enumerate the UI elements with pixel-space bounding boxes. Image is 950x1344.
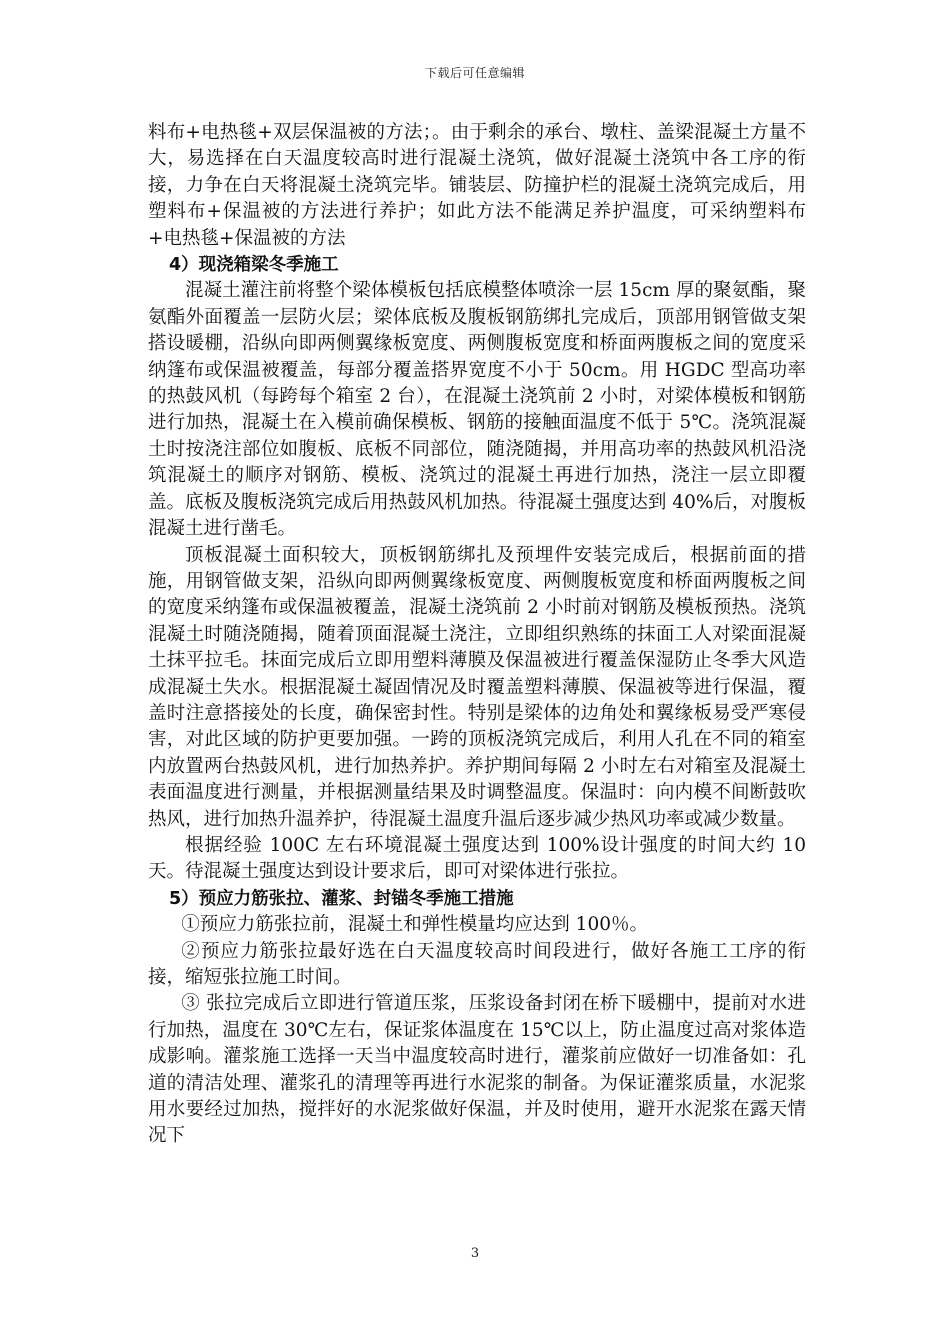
page-number: 3 xyxy=(470,1246,480,1261)
page-header-note: 下载后可任意编辑 xyxy=(424,66,525,80)
section-heading-5: 5）预应力筋张拉、灌浆、封锚冬季施工措施 xyxy=(169,888,514,909)
section-heading-4: 4）现浇箱梁冬季施工 xyxy=(169,255,339,276)
paragraph-continuation: 料布+电热毯+双层保温被的方法；。由于剩余的承台、墩柱、盖梁混凝土方量不大，易选择在白天温度较高时进行混凝土浇筑，做好混凝土浇筑中各工序的衔接，力争在白天将混凝土浇筑完毕。铺装层、防撞护栏的混凝土浇筑完成后，用塑料布+保温被的方法进行养护；如此方法不能满足养护温度，可采纳塑料布+电热毯+保温被的方法 xyxy=(148,122,806,249)
paragraph-top-slab: 顶板混凝土面积较大，顶板钢筋绑扎及预埋件安装完成后，根据前面的措施，用钢管做支架，沿纵向即两侧翼缘板宽度、两侧腹板宽度和桥面两腹板之间的宽度采纳篷布或保温被覆盖，混凝土浇筑前 2 小时前对钢筋及模板预热。浇筑混凝土时随浇随揭，随着顶面混凝土浇注，立即组织熟练的抹面工人对梁面混凝土抹平拉毛。抹面完成后立即用塑料薄膜及保温被进行覆盖保湿防止冬季大风造成混凝土失水。根据混凝土凝固情况及时覆盖塑料薄膜、保温被等进行保温，覆盖时注意搭接处的长度，确保密封性。特别是梁体的边角处和翼缘板易受严寒侵害，对此区域的防护更要加强。一跨的顶板浇筑完成后，利用人孔在不同的箱室内放置两台热鼓风机，进行加热养护。养护期间每隔 2 小时左右对箱室及混凝土表面温度进行测量，并根据测量结果及时调整温度。保温时：向内模不间断鼓吹热风，进行加热升温养护，待混凝土温度升温后逐步减少热风功率或减少数量。 xyxy=(148,544,806,830)
paragraph-strength-experience: 根据经验 100C 左右环境混凝土强度达到 100%设计强度的时间大约 10 天。待混凝土强度达到设计要求后，即可对梁体进行张拉。 xyxy=(148,834,806,883)
paragraph-box-girder-pouring: 混凝土灌注前将整个梁体模板包括底模整体喷涂一层 15cm 厚的聚氨酯，聚氨酯外面覆盖一层防火层；梁体底板及腹板钢筋绑扎完成后，顶部用钢管做支架搭设暖棚，沿纵向即两侧翼缘板宽度、两侧腹板宽度和桥面两腹板之间的宽度采纳篷布或保温被覆盖，每部分覆盖搭界宽度不小于 50cm。用 HGDC 型高功率的热鼓风机（每跨每个箱室 2 台），在混凝土浇筑前 2 小时，对梁体模板和钢筋进行加热，混凝土在入模前确保模板、钢筋的接触面温度不低于 5℃。浇筑混凝土时按浇注部位如腹板、底板不同部位，随浇随揭，并用高功率的热鼓风机沿浇筑混凝土的顺序对钢筋、模板、浇筑过的混凝土再进行加热，浇注一层立即覆盖。底板及腹板浇筑完成后用热鼓风机加热。待混凝土强度达到 40%后，对腹板混凝土进行凿毛。 xyxy=(148,280,806,540)
list-item-1: ①预应力筋张拉前，混凝土和弹性模量均应达到 100％。 xyxy=(181,914,648,936)
list-item-3: ③ 张拉完成后立即进行管道压浆，压浆设备封闭在桥下暖棚中，提前对水进行加热，温度在 30℃左右，保证浆体温度在 15℃以上，防止温度过高对浆体造成影响。灌浆施工选择一天当中温度较高时进行，灌浆前应做好一切准备如：孔道的清洁处理、灌浆孔的清理等再进行水泥浆的制备。为保证灌浆质量，水泥浆用水要经过加热，搅拌好的水泥浆做好保温，并及时使用，避开水泥浆在露天情况下 xyxy=(148,993,806,1147)
list-item-2: ②预应力筋张拉最好选在白天温度较高时间段进行，做好各施工工序的衔接，缩短张拉施工时间。 xyxy=(148,940,806,988)
document-body xyxy=(148,120,806,1150)
